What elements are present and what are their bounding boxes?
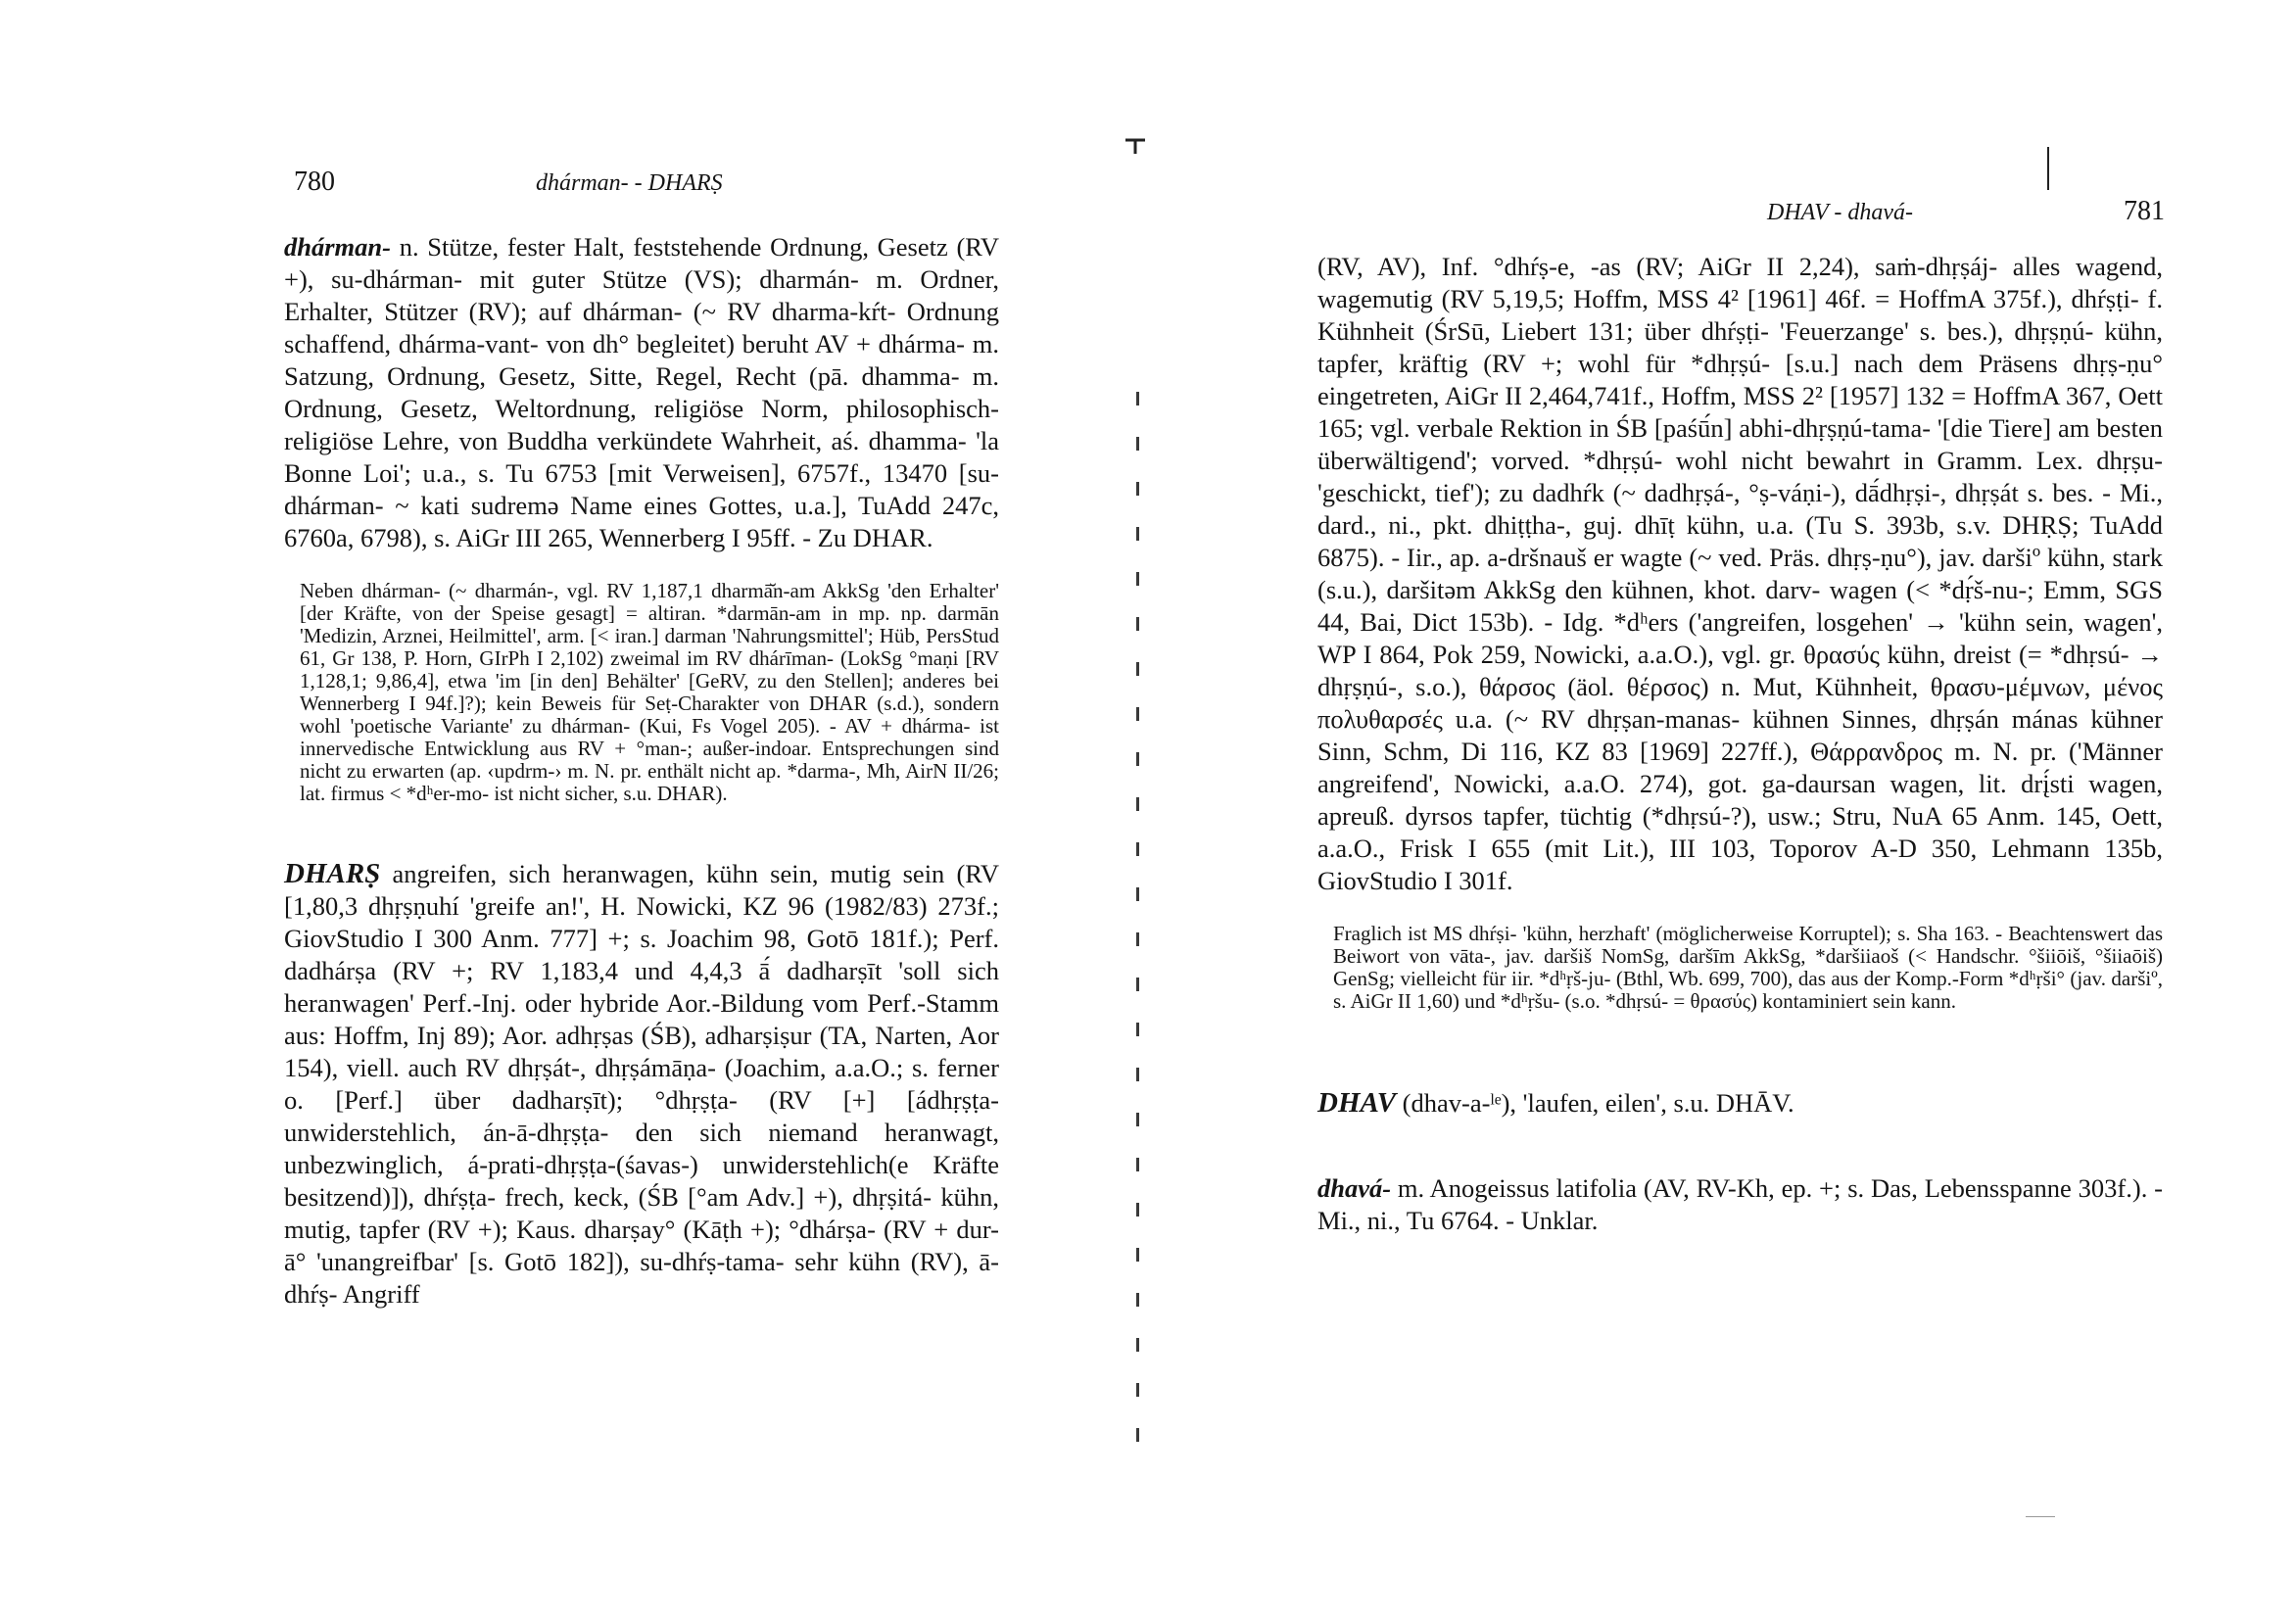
note-dharman: Neben dhárman- (~ dharmán-, vgl. RV 1,187,1 dharmā̆n-am AkkSg 'den Erhalter' [der Kräfte, von der Speise gesagt] = altiran. *darmān-am in mp. np. darmān 'Medizin, Arznei, Heilmittel', arm. [< iran.] darman 'Nahrungsmittel'; Hüb, PersStud 61, Gr 138, P. Horn, GIrPh I 2,102) zweimal im RV dhárīman- (LokSg °maṇi [RV 1,128,1; 9,86,4], etwa 'im [in den] Behälter' [GeRV, zu den Stellen]; anderes bei Wennerberg I 94f.]?); kein Beweis für Seṭ-Charakter von DHAR (s.d.), sondern wohl 'poetische Variante' zu dhárman- (Kui, Fs Vogel 205). - AV + dhárma- ist innervedische Entwicklung aus RV + °man-; außer-indoar. Entsprechungen sind nicht zu erwarten (ap. ‹updrm-› m. N. pr. enthält nicht ap. *darma-, Mh, AirN II/26; lat. firmus < *dʰer-mo- ist nicht sicher, s.u. DHAR).	[300, 579, 999, 805]
entry-lemma: dhárman-	[284, 232, 391, 262]
right-page-header	[1293, 196, 2165, 227]
page-number: 780	[294, 167, 335, 197]
entry-lemma: DHARṢ	[284, 858, 381, 889]
running-head: dhárman- - DHARṢ	[536, 170, 723, 196]
corner-scan-mark	[2026, 1516, 2055, 1517]
binding-mark-icon	[1124, 137, 1146, 155]
entry-text: (dhav-a-ˡᵉ), 'laufen, eilen', s.u. DHĀV.	[1396, 1088, 1794, 1118]
left-column	[284, 231, 999, 1336]
page-number: 781	[2124, 196, 2165, 226]
entry-lemma: DHAV	[1317, 1087, 1397, 1119]
entry-lemma: dhavá-	[1317, 1173, 1392, 1203]
edge-scan-mark	[2047, 147, 2049, 190]
entry-dhars	[284, 858, 999, 1311]
left-page	[0, 0, 1136, 1622]
entry-dhars-continued: (RV, AV), Inf. °dhŕṣ-e, -as (RV; AiGr II 2,24), saṁ-dhṛṣáj- alles wagend, wagemutig (RV 5,19,5; Hoffm, MSS 4² [1961] 46f. = HoffmA 375f.), dhŕṣṭi- f. Kühnheit (ŚrSū, Liebert 131; über dhŕṣṭi- 'Feuerzange' s. bes.), dhṛṣṇú- kühn, tapfer, kräftig (RV +; wohl für *dhṛṣú- [s.u.] nach dem Präsens dhṛṣ-ṇu° eingetreten, AiGr II 2,464,741f., Hoffm, MSS 2² [1957] 132 = HoffmA 367, Oett 165; vgl. verbale Rektion in ŚB [paśū́n] abhi-dhṛṣṇú-tama- '[die Tiere] am besten überwältigend'; vorved. *dhṛṣú- wohl nicht bewahrt in Gramm. Lex. dhṛṣu- 'geschickt, tief'); zu dadhŕk (~ dadhṛṣá-, °ṣ-váṇi-), dā́dhṛṣi-, dhṛṣát s. bes. - Mi., dard., ni., pkt. dhiṭṭha-, guj. dhīṭ kühn, u.a. (Tu S. 393b, s.v. DHṚṢ; TuAdd 6875). - Iir., ap. a-dršnauš er wagte (~ ved. Präs. dhṛṣ-ṇu°), jav. daršiº kühn, stark (s.u.), daršitəm AkkSg den kühnen, khot. darv- wagen (< *dṛ́š-nu-; Emm, SGS 44, Bai, Dict 153b). - Idg. *dʰers ('angreifen, losgehen' → 'kühn sein, wagen', WP I 864, Pok 259, Nowicki, a.a.O.), vgl. gr. θρασύς kühn, dreist (= *dhṛsú- → dhṛṣṇú-, s.o.), θάρσος (äol. θέρσος) n. Mut, Kühnheit, θρασυ-μέμνων, μένος πολυθαρσές u.a. (~ RV dhṛṣan-manas- kühnen Sinnes, dhṛṣán mánas kühner Sinn, Schm, Di 116, KZ 83 [1969] 227ff.), Θάρρανδρος m. N. pr. ('Männer angreifend', Nowicki, a.a.O. 274), got. ga-daursan wagen, lit. drį́sti wagen, apreuß. dyrsos tapfer, tüchtig (*dhṛsú-?), usw.; Stru, NuA 65 Anm. 145, Oett, a.a.O., Frisk I 655 (mit Lit.), III 103, Toporov A-D 350, Lehmann 135b, GiovStudio I 301f.	[1317, 252, 2163, 895]
entry-text: angreifen, sich heranwagen, kühn sein, mutig sein (RV [1,80,3 dhṛṣṇuhí 'greife an!', H. Nowicki, KZ 96 (1982/83) 273f.; GiovStudio I 300 Anm. 777] +; s. Joachim 98, Gotō 181f.); Perf. dadhárṣa (RV +; RV 1,183,4 und 4,4,3 ā́ dadharṣīt 'soll sich heranwagen' Perf.-Inj. oder hybride Aor.-Bildung vom Perf.-Stamm aus: Hoffm, Inj 89); Aor. adhṛṣas (ŚB), adharṣiṣur (TA, Narten, Aor 154), viell. auch RV dhṛṣát-, dhṛṣámāṇa- (Joachim, a.a.O.; s. ferner o. [Perf.] über dadharṣīt); °dhṛṣṭa- (RV [+] [ádhṛṣṭa- unwiderstehlich, án-ā-dhṛṣṭa- den sich niemand heranwagt, unbezwinglich, á-prati-dhṛṣṭa-(śavas-) unwiderstehlich(e Kräfte besitzend)]), dhŕṣṭa- frech, keck, (ŚB [°am Adv.] +), dhṛṣitá- kühn, mutig, tapfer (RV +); Kaus. dharṣay° (Kāṭh +); °dhárṣa- (RV + dur-ā° 'unangreifbar' [s. Gotō 182]), su-dhŕṣ-tama- sehr kühn (RV), ā-dhŕṣ- Angriff	[284, 859, 999, 1309]
right-column	[1317, 251, 2163, 1263]
entry-dhav	[1317, 1087, 2163, 1120]
running-head: DHAV - dhavá-	[1767, 200, 1913, 225]
entry-dhava	[1317, 1172, 2163, 1237]
gutter-scan-mark	[1136, 392, 1139, 1450]
entry-text: m. Anogeissus latifolia (AV, RV-Kh, ep. +; s. Das, Lebensspanne 303f.). - Mi., ni., Tu 6764. - Unklar.	[1317, 1173, 2163, 1235]
entry-dharman	[284, 231, 999, 554]
entry-text: n. Stütze, fester Halt, feststehende Ordnung, Gesetz (RV +), su-dhárman- mit guter Stütze (VS); dharmán- m. Ordner, Erhalter, Stützer (RV); auf dhárman- (~ RV dharma-kŕt- Ordnung schaffend, dhárma-vant- von dh° begleitet) beruht AV + dhárma- m. Satzung, Ordnung, Gesetz, Sitte, Regel, Recht (pā. dhamma- m. Ordnung, Gesetz, Weltordnung, religiöse Norm, philosophisch-religiöse Lehre, von Buddha verkündete Wahrheit, aś. dhamma- 'la Bonne Loi'; u.a., s. Tu 6753 [mit Verweisen], 6757f., 13470 [su-dhárman- ~ kati sudremə Name eines Gottes, u.a.], TuAdd 247c, 6760a, 6798), s. AiGr III 265, Wennerberg I 95ff. - Zu DHAR.	[284, 232, 999, 552]
right-page	[1136, 0, 2296, 1622]
left-page-header	[294, 167, 999, 198]
note-dhars: Fraglich ist MS dhŕṣi- 'kühn, herzhaft' (möglicherweise Korruptel); s. Sha 163. - Beachtenswert das Beiwort von vāta-, jav. daršiš NomSg, daršīm AkkSg, *daršiiaoš (< Handschr. °šiiōiš, °šiiaōiš) GenSg; vielleicht für iir. *dʰṛš-ju- (Bthl, Wb. 699, 700), das aus der Komp.-Form *dʰṛši° (jav. daršiº, s. AiGr II 1,60) und *dʰṛšu- (s.o. *dhṛsú- = θρασύς) kontaminiert sein kann.	[1333, 922, 2163, 1013]
